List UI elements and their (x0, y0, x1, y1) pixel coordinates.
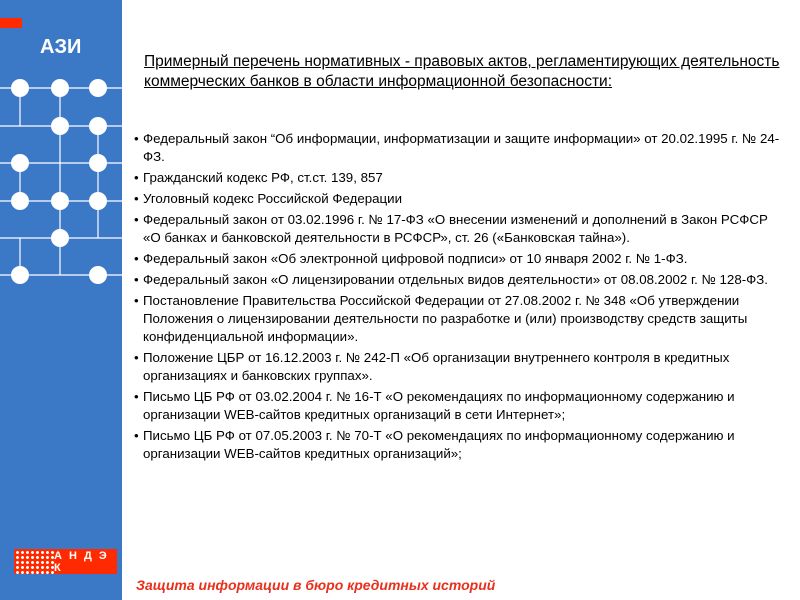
list-item-text: • Федеральный закон “Об информации, информатизации и защите информации» от 20.02.1995 г. № 24-ФЗ. (143, 131, 780, 164)
list-item-text: • Письмо ЦБ РФ от 07.05.2003 г. № 70-Т «О рекомендациях по информационному содержанию и организации WEB-сайтов кредитных организаций»; (143, 428, 735, 461)
list-item (134, 388, 784, 424)
list-item (134, 211, 784, 247)
network-graphic (0, 0, 122, 600)
list-item-text: • Постановление Правительства Российской Федерации от 27.08.2002 г. № 348 «Об утверждении Положения о лицензировании деятельности по разработке и (или) производству средств защиты конфиденциальной информации». (143, 293, 748, 344)
list-item (134, 271, 784, 289)
andek-logo (14, 549, 117, 574)
list-item (134, 130, 784, 166)
logo-text: А Н Д Э К (54, 549, 117, 574)
list-item-text: • Уголовный кодекс Российской Федерации (143, 191, 403, 206)
logo-dot-pattern (14, 549, 54, 574)
footer-caption: Защита информации в бюро кредитных историй (136, 577, 496, 593)
list-item (134, 349, 784, 385)
list-item (134, 190, 784, 208)
legal-acts-list (134, 130, 784, 466)
sidebar (0, 0, 122, 600)
list-item (134, 292, 784, 346)
list-item-text: • Федеральный закон «О лицензировании отдельных видов деятельности» от 08.08.2002 г. № 128-ФЗ. (143, 272, 768, 287)
list-item-text: • Федеральный закон от 03.02.1996 г. № 17-ФЗ «О внесении изменений и дополнений в Закон РСФСР «О банках и банковской деятельности в РСФСР», ст. 26 («Банковская тайна»). (143, 212, 768, 245)
list-item (134, 250, 784, 268)
list-item-text: • Письмо ЦБ РФ от 03.02.2004 г. № 16-Т «О рекомендациях по информационному содержанию и организации WEB-сайтов кредитных организаций в сети Интернет»; (143, 389, 735, 422)
list-item-text: • Положение ЦБР от 16.12.2003 г. № 242-П «Об организации внутреннего контроля в кредитных организациях и банковских группах». (143, 350, 730, 383)
list-item-text: • Федеральный закон «Об электронной цифровой подписи» от 10 января 2002 г. № 1-ФЗ. (143, 251, 688, 266)
page-title: Примерный перечень нормативных - правовых актов, регламентирующих деятельность коммерческих банков в области информационной безопасности: (144, 53, 780, 90)
sidebar-title: АЗИ (40, 36, 82, 58)
list-item (134, 427, 784, 463)
list-item (134, 169, 784, 187)
list-item-text: • Гражданский кодекс РФ, ст.ст. 139, 857 (143, 170, 383, 185)
